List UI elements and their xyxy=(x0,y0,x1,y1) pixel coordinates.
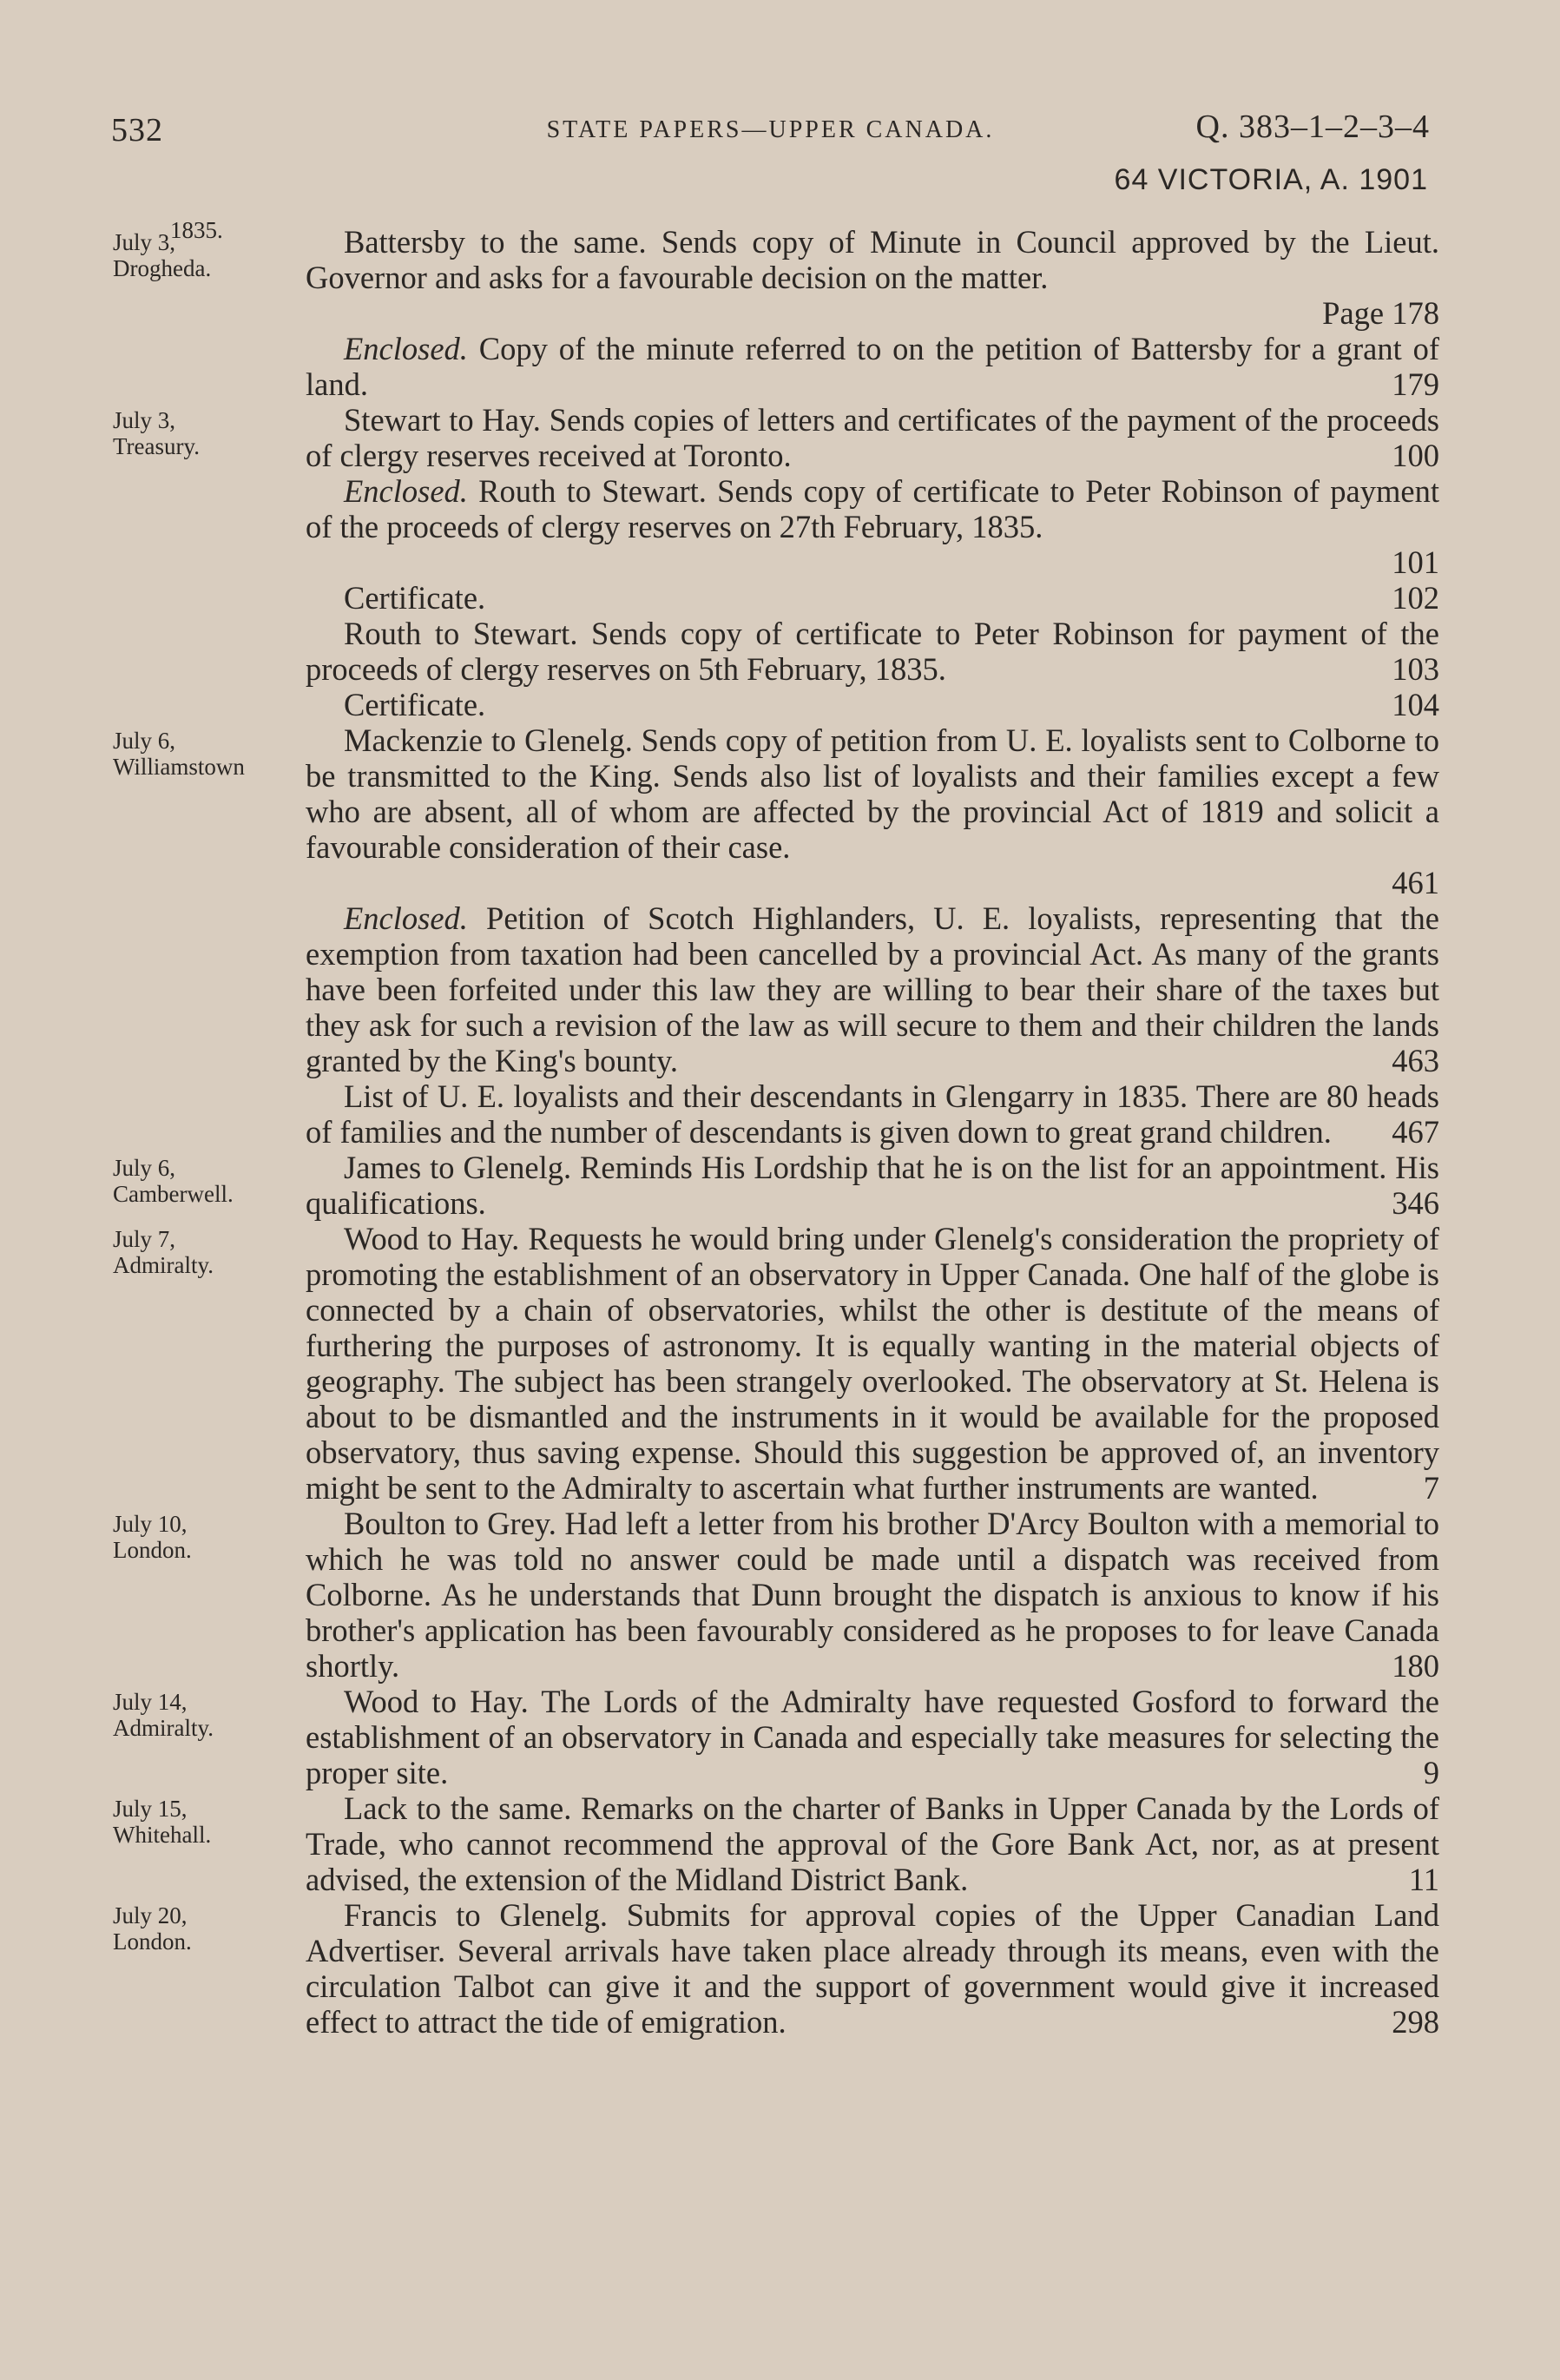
margin-note xyxy=(113,1796,304,1848)
entry-paragraph xyxy=(306,224,1439,331)
page-reference: 7 xyxy=(1423,1470,1439,1506)
entry-paragraph xyxy=(306,1897,1439,2040)
calendar-entry xyxy=(113,1221,1439,1506)
entry-body xyxy=(306,1790,1439,1897)
entry-place: Admiralty. xyxy=(113,1252,214,1278)
entry-date: July 3, xyxy=(113,229,176,255)
entry-body xyxy=(306,224,1439,402)
entry-paragraph xyxy=(306,722,1439,900)
entry-date: July 14, xyxy=(113,1689,188,1715)
paragraph-text: List of U. E. loyalists and their descendants in Glengarry in 1835. There are 80 heads of families and the number of descendants is given down to great grand children. xyxy=(306,1078,1439,1150)
session-label: 64 VICTORIA, A. 1901 xyxy=(1114,163,1428,196)
entry-paragraph xyxy=(306,1221,1439,1506)
page-reference: 9 xyxy=(1423,1755,1439,1790)
entry-paragraph xyxy=(306,580,1439,616)
entry-paragraph xyxy=(306,473,1439,580)
entry-paragraph xyxy=(306,1790,1439,1897)
paragraph-text: Wood to Hay. Requests he would bring under Glenelg's consideration the propriety of promoting the establishment of an observatory in Upper Canada. One half of the globe is connected by a chain of observatories, whilst the other is destitute of the means of furthering the purposes of astronomy. It is equally wanting in the material objects of geography. The subject has been strangely overlooked. The observatory at St. Helena is about to be dismantled and the instruments in it would be available for the proposed observatory, thus saving expense. Should this suggestion be approved of, an inventory might be sent to the Admiralty to ascertain what further instruments are wanted. xyxy=(306,1221,1439,1506)
entry-body xyxy=(306,1506,1439,1684)
entry-paragraph xyxy=(306,1684,1439,1790)
paragraph-text: Stewart to Hay. Sends copies of letters and certificates of the payment of the proceeds of clergy reserves received at Toronto. xyxy=(306,402,1439,473)
page-reference: 101 xyxy=(1392,544,1439,580)
running-title: STATE PAPERS—UPPER CANADA. xyxy=(546,116,995,143)
paragraph-text: Routh to Stewart. Sends copy of certificate to Peter Robinson for payment of the proceeds of clergy reserves on 5th February, 1835. xyxy=(306,616,1439,687)
page-reference: 461 xyxy=(1392,865,1439,900)
entry-body xyxy=(306,402,1439,722)
entry-paragraph xyxy=(306,402,1439,473)
entry-date: July 15, xyxy=(113,1796,188,1822)
margin-note xyxy=(113,1689,304,1741)
calendar-entries xyxy=(113,217,1440,2040)
calendar-entry xyxy=(113,1897,1439,2040)
paragraph-text: Lack to the same. Remarks on the charter of Banks in Upper Canada by the Lords of Trade, who cannot recommend the approval of the Gore Bank Act, nor, as at present advised, the extension of the Midland District Bank. xyxy=(306,1790,1439,1897)
paragraph-text: Wood to Hay. The Lords of the Admiralty have requested Gosford to forward the establishment of an observatory in Canada and especially take measures for selecting the proper site. xyxy=(306,1684,1439,1790)
paragraph-text: Routh to Stewart. Sends copy of certificate to Peter Robinson of payment of the proceeds of clergy reserves on 27th February, 1835. xyxy=(306,473,1439,544)
page-reference: 467 xyxy=(1392,1114,1439,1150)
page-reference: 179 xyxy=(1392,366,1439,402)
calendar-entry xyxy=(113,1506,1439,1684)
margin-note xyxy=(113,1155,304,1207)
entry-place: Whitehall. xyxy=(113,1822,212,1848)
entry-paragraph xyxy=(306,1506,1439,1684)
paragraph-text: Petition of Scotch Highlanders, U. E. loyalists, representing that the exemption from taxation had been cancelled by a provincial Act. As many of the grants have been forfeited under this law they are willing to bear their share of the taxes but they ask for such a revision of the law as will secure to them and their children the lands granted by the King's bounty. xyxy=(306,900,1440,1078)
paragraph-text: Battersby to the same. Sends copy of Minute in Council approved by the Lieut. Governor and asks for a favourable decision on the matter. xyxy=(306,224,1439,295)
paragraph-text: James to Glenelg. Reminds His Lordship that he is on the list for an appointment. His qualifications. xyxy=(306,1150,1439,1221)
entry-date: July 10, xyxy=(113,1511,188,1537)
page-reference: 104 xyxy=(1392,687,1439,722)
enclosure-label: Enclosed. xyxy=(344,900,468,936)
entry-place: London. xyxy=(113,1928,192,1955)
page-number: 532 xyxy=(111,112,163,148)
entry-place: London. xyxy=(113,1537,192,1563)
entry-paragraph xyxy=(306,1078,1439,1150)
margin-note xyxy=(113,1902,304,1955)
page-reference: 298 xyxy=(1392,2004,1439,2040)
page-reference: 11 xyxy=(1408,1862,1439,1897)
margin-note xyxy=(113,1511,304,1563)
entry-paragraph xyxy=(306,616,1439,687)
entry-place: Williamstown xyxy=(113,754,245,780)
entry-place: Drogheda. xyxy=(113,255,212,281)
margin-note xyxy=(113,407,304,459)
entry-date: July 3, xyxy=(113,407,176,433)
entry-date: July 6, xyxy=(113,1155,176,1181)
page-reference: 180 xyxy=(1392,1648,1439,1684)
entry-date: July 20, xyxy=(113,1902,188,1928)
entry-date: July 6, xyxy=(113,728,176,754)
paragraph-text: Certificate. xyxy=(344,687,486,722)
paragraph-text: Boulton to Grey. Had left a letter from his brother D'Arcy Boulton with a memorial to which he was told no answer could be made until a dispatch was received from Colborne. As he understands that Dunn brought the dispatch is anxious to know if his brother's application has been favourably considered as he proposes to for leave Canada shortly. xyxy=(306,1506,1439,1684)
page-reference: 100 xyxy=(1392,438,1439,473)
entry-paragraph xyxy=(306,331,1439,402)
entry-body xyxy=(306,1150,1439,1221)
entry-body xyxy=(306,1684,1439,1790)
year-label: 1835. xyxy=(170,217,223,243)
calendar-entry xyxy=(113,1150,1439,1221)
margin-note xyxy=(113,229,304,281)
entry-body xyxy=(306,1897,1439,2040)
margin-note xyxy=(113,1226,304,1278)
enclosure-label: Enclosed. xyxy=(344,331,468,366)
archive-reference: Q. 383–1–2–3–4 xyxy=(1195,109,1430,145)
entry-paragraph xyxy=(306,687,1439,722)
calendar-entry xyxy=(113,224,1439,402)
entry-body xyxy=(306,722,1439,1150)
paragraph-text: Copy of the minute referred to on the petition of Battersby for a grant of land. xyxy=(306,331,1440,402)
paragraph-text: Certificate. xyxy=(344,580,486,616)
calendar-entry xyxy=(113,402,1439,722)
entry-place: Admiralty. xyxy=(113,1715,214,1741)
entry-paragraph xyxy=(306,1150,1439,1221)
calendar-entry xyxy=(113,1790,1439,1897)
page-reference: Page 178 xyxy=(1322,295,1439,331)
entry-date: July 7, xyxy=(113,1226,176,1252)
page-reference: 102 xyxy=(1392,580,1439,616)
entry-place: Treasury. xyxy=(113,433,200,459)
entry-place: Camberwell. xyxy=(113,1181,234,1207)
page-reference: 346 xyxy=(1392,1185,1439,1221)
margin-note xyxy=(113,728,304,780)
paragraph-text: Francis to Glenelg. Submits for approval copies of the Upper Canadian Land Advertiser. Several arrivals have taken place already through its means, even with the circulation Talbot can give it and the support of government would give it increased effect to attract the tide of emigration. xyxy=(306,1897,1439,2040)
calendar-entry xyxy=(113,1684,1439,1790)
calendar-entry xyxy=(113,722,1439,1150)
running-header xyxy=(111,104,1430,156)
page-reference: 463 xyxy=(1392,1043,1439,1078)
paragraph-text: Mackenzie to Glenelg. Sends copy of petition from U. E. loyalists sent to Colborne to be transmitted to the King. Sends also list of loyalists and their families except a few who are absent, all of whom are affected by the provincial Act of 1819 and solicit a favourable consideration of their case. xyxy=(306,722,1439,865)
enclosure-label: Enclosed. xyxy=(344,473,468,509)
page-reference: 103 xyxy=(1392,651,1439,687)
entry-body xyxy=(306,1221,1439,1506)
entry-paragraph xyxy=(306,900,1439,1078)
